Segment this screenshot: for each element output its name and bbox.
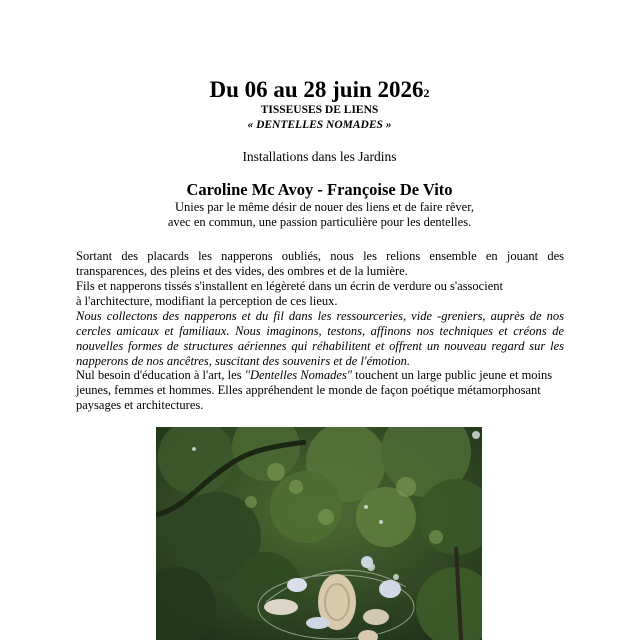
- audience-text-start: Nul besoin d'éducation à l'art, les: [76, 368, 245, 382]
- paragraph-installation-line-1: Fils et napperons tissés s'installent en légèreté dans un écrin de verdure ou s'associent: [76, 279, 503, 293]
- tagline-line-1: Unies par le même désir de nouer des liens et de faire rêver,: [174, 200, 475, 214]
- paragraph-installation: [76, 279, 564, 309]
- audience-project-name: "Dentelles Nomades": [244, 368, 353, 382]
- artist-names: Caroline Mc Avoy - Françoise De Vito: [186, 180, 453, 199]
- paragraph-collection-process: Nous collectons des napperons et du fil dans les ressourceries, vide -greniers, auprès de nos cercles amicaux et familiaux. Nous imaginons, testons, affinons nos techniques et créons de nouvelles formes de structures aériennes qui réhabilitent et offrent un nouveau regard sur les napperons de nos ancêtres, suscitant des souvenirs et de l'émotion.: [76, 309, 564, 368]
- installation-photo: [156, 427, 482, 640]
- paragraph-installation-line-2: à l'architecture, modifiant la perception de ces lieux.: [76, 294, 338, 308]
- organization-name: TISSEUSES DE LIENS: [260, 104, 379, 116]
- collection-name: « DENTELLES NOMADES »: [247, 119, 392, 131]
- date-footnote-marker: 2: [423, 86, 430, 100]
- event-subtitle: Installations dans les Jardins: [242, 149, 397, 164]
- paragraph-intro: Sortant des placards les napperons oubliés, nous les relions ensemble en jouant des transparences, des pleins et des vides, des ombres et de la lumière.: [76, 249, 564, 278]
- date-text: Du 06 au 28 juin 2026: [209, 77, 424, 102]
- tagline-line-2: avec en commun, une passion particulière pour les dentelles.: [167, 215, 472, 229]
- photo-illustration: [156, 427, 482, 640]
- artists-tagline: [0, 200, 639, 230]
- audience-text-end: touchent un large public jeune et moins jeunes, femmes et hommes. Elles appréhendent le monde de façon poétique métamorphosant paysages et architectures.: [76, 368, 553, 412]
- paragraph-audience: [76, 368, 564, 413]
